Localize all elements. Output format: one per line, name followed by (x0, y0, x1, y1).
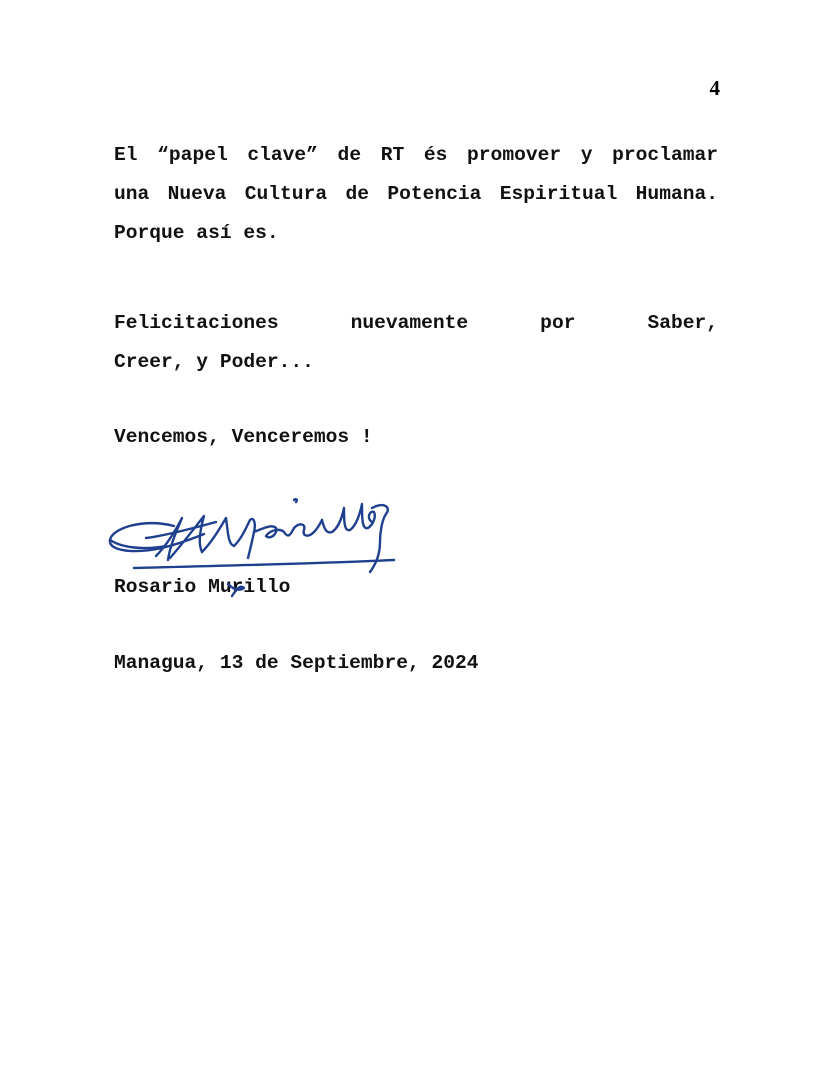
paragraph-line: Porque así es. (114, 222, 279, 244)
signer-name-text: Rosario Murillo (114, 576, 291, 598)
paragraph-papel-clave (114, 136, 718, 253)
closing-line (114, 418, 718, 457)
handwritten-signature (104, 488, 404, 600)
paragraph-line: El “papel clave” de RT és promover y proclamar (114, 144, 718, 166)
place-and-date (114, 644, 718, 683)
page-number: 4 (709, 76, 720, 100)
paragraph-felicitaciones (114, 304, 718, 382)
place-date-text: Managua, 13 de Septiembre, 2024 (114, 652, 479, 674)
paragraph-line: Felicitaciones nuevamente por Saber, (114, 312, 718, 334)
paragraph-line: una Nueva Cultura de Potencia Espiritual Humana. (114, 183, 718, 205)
paragraph-line: Creer, y Poder... (114, 351, 314, 373)
closing-text: Vencemos, Venceremos ! (114, 426, 373, 448)
